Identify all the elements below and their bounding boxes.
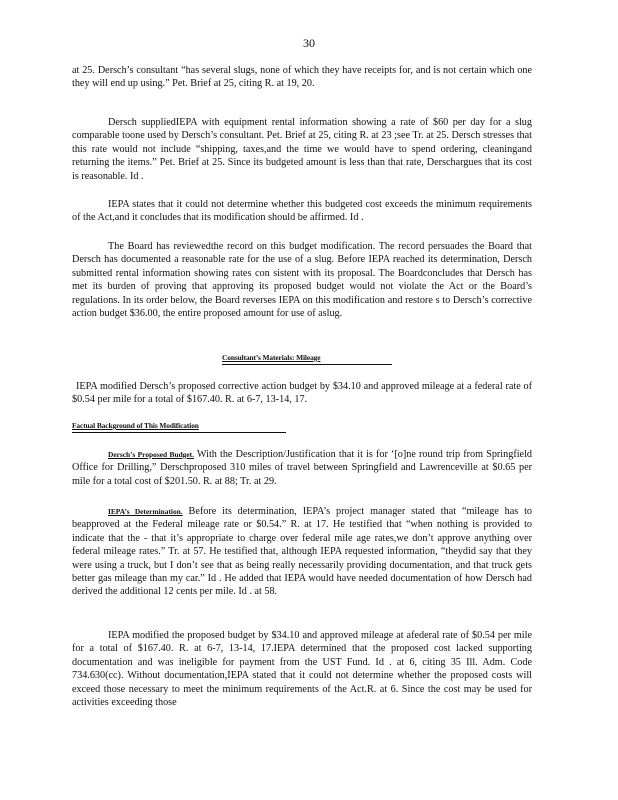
paragraph-iepa-determination bbox=[72, 505, 532, 599]
paragraph-proposed-budget bbox=[72, 448, 532, 488]
paragraph-slug-consultant: at 25. Dersch’s consultant “has several slugs, none of which they have receipts for, and is not certain which one they will end up using.” Pet. Brief at 25, citing R. at 19, 20. bbox=[72, 65, 532, 90]
paragraph-iepa-states: IEPA states that it could not determine whether this budgeted cost exceeds the minimum requirements of the Act,and it concludes that its modification should be affirmed. Id . bbox=[72, 199, 532, 224]
heading-factual-background: Factual Background of This Modification bbox=[72, 421, 199, 430]
page-number: 30 bbox=[303, 36, 315, 50]
paragraph-proposed-budget-text: With the Description/Justification that it is for ‘[o]ne round trip from Springfield Office for Drilling,” Derschproposed 310 miles of travel between Springfield and Lawrenceville at $0.65 per mile for a total cost of $201.50. R. at 88; Tr. at 29. bbox=[72, 449, 532, 487]
heading-consultant-materials-mileage: Consultant’s Materials: Mileage bbox=[222, 353, 321, 362]
subheading-proposed-budget: Dersch’s Proposed Budget. bbox=[108, 450, 194, 459]
paragraph-iepa-modified-mileage: IEPA modified Dersch’s proposed corrective action budget by $34.10 and approved mileage at a federal rate of $0.54 per mile for a total of $167.40. R. at 6-7, 13-14, 17. bbox=[72, 381, 532, 406]
heading-underline bbox=[222, 364, 392, 365]
paragraph-board-review: The Board has reviewedthe record on this budget modification. The record persuades the Board that Dersch has documented a reasonable rate for the use of a slug. Before IEPA reached its determination, Dersch submitted rental information showing rates con sistent with its proposal. The Boardconcludes that Dersch has met its burden of proving that approving its proposed budget would not violate the Act or the Board’s regulations. In its order below, the Board reverses IEPA on this modification and restore s to Dersch’s corrective action budget $36.00, the entire proposed amount for use of aslug. bbox=[72, 241, 532, 320]
paragraph-iepa-modified-budget: IEPA modified the proposed budget by $34.10 and approved mileage at afederal rate of $0.54 per mile for a total of $167.40. R. at 6-7, 13-14, 17.IEPA determined that the proposed cost lacked supporting documentation and was ineligible for payment from the UST Fund. Id . at 6, citing 35 Ill. Adm. Code 734.630(cc). Without documentation,IEPA stated that it could not determine whether the proposed costs will exceed those necessary to meet the minimum requirements of the Act.R. at 6. Since the cost may be used for activities exceeding those bbox=[72, 630, 532, 709]
paragraph-rental-information: Dersch suppliedIEPA with equipment rental information showing a rate of $60 per day for a slug comparable toone used by Dersch’s consultant. Pet. Brief at 25, citing R. at 23 ;see Tr. at 25. Dersch stresses that this rate would not include “shipping, taxes,and the time we would have to spend ordering, cleaningand returning the items.” Pet. Brief at 25. Since its budgeted amount is less than that rate, Derschargues that its cost is reasonable. Id . bbox=[72, 117, 532, 182]
heading-underline bbox=[72, 432, 286, 433]
paragraph-iepa-determination-text: Before its determination, IEPA’s project manager stated that “mileage has to beapproved at the Federal mileage rate or $0.54.” R. at 17. He testified that “when nothing is provided to indicate that the - that it’s appropriate to charge over federal mile age rates,we don’t approve anything over federal mileage rates.” Tr. at 57. He testified that, although IEPA requested information, “theydid say that they were using a truck, but I don’t see that as being really necessarily providing documentation, and that truck gets better gas mileage than my car.” Id . He added that IEPA would have needed documentation of how Dersch had derived the additional 12 cents per mile. Id . at 58. bbox=[72, 506, 533, 598]
subheading-iepa-determination: IEPA’s Determination. bbox=[108, 507, 183, 516]
